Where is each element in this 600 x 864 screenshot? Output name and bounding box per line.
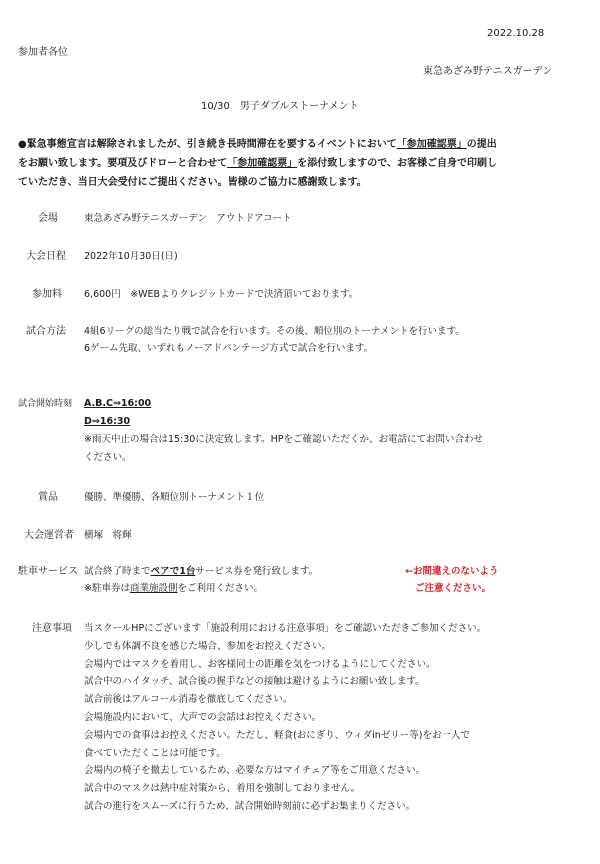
parking-text: 試合終了時まで <box>84 566 151 577</box>
note-item: 会場施設内において、大声での会話はお控えください。 <box>84 711 322 723</box>
notice-line-2 <box>18 154 578 173</box>
parking-text: をご利用ください。 <box>177 583 263 594</box>
document-date: 2022.10.28 <box>487 28 545 39</box>
addressee: 参加者各位 <box>18 47 68 58</box>
venue-label: 会場 <box>38 213 58 224</box>
notice-text: の提出 <box>466 139 497 150</box>
start-time-value <box>84 395 483 467</box>
organizer-name: 東急あざみ野テニスガーデン <box>423 66 553 77</box>
rain-note: ※雨天中止の場合は15:30に決定致します。HPをご確認いただくか、お電話にてお問い合わせ <box>84 434 483 445</box>
confirmation-form-name: 「参加確認票」 <box>396 139 467 150</box>
notice-line-1 <box>18 135 578 154</box>
note-item: 試合前後はアルコール消毒を徹底してください。 <box>84 694 293 706</box>
parking-value <box>84 563 318 597</box>
prize-label: 賞品 <box>38 492 58 503</box>
format-line: 4組6リーグの総当たり戦で試合を行います。その後、順位別のトーナメントを行います。 <box>84 326 465 337</box>
start-time-label: 試合開始時刻 <box>18 399 73 409</box>
note-item: 食べていただくことは可能です。 <box>84 747 226 759</box>
format-line: 6ゲーム先取、いずれもノーアドバンテージ方式で試合を行います。 <box>84 343 374 354</box>
notice-text: ●緊急事態宣言は解除されましたが、引き続き長時間滞在を要するイベントにおいて <box>18 139 397 150</box>
event-date-label: 大会日程 <box>26 251 66 262</box>
note-item: 当スクールHPにございます「施設利用における注意事項」をご確認いただきご参加ください。 <box>84 623 487 634</box>
format-value <box>84 323 465 357</box>
parking-emphasis: ペアで1台 <box>150 566 196 577</box>
parking-text: サービス券を発行致します。 <box>195 566 319 577</box>
parking-line-1 <box>84 563 318 580</box>
note-item: 試合中のハイタッチ、試合後の握手などの接触は避けるようにお願い致します。 <box>84 676 425 688</box>
note-item: 試合の進行をスムーズに行うため、試合開始時刻前に必ずお集まりください。 <box>84 800 416 812</box>
notice-text: を添付致しますので、お客様ご自身で印刷し <box>297 158 498 169</box>
notes-label: 注意事項 <box>32 623 72 634</box>
notice-text: をお願い致します。要項及びドローと合わせて <box>18 158 228 169</box>
parking-warning <box>405 563 498 597</box>
start-time-abc: A.B.C⇒16:00 <box>84 398 152 409</box>
fee-label: 参加料 <box>32 289 62 300</box>
manager-label: 大会運営者 <box>24 530 74 541</box>
format-label: 試合方法 <box>26 326 66 337</box>
prize-value: 優勝、準優勝、各順位別トーナメント１位 <box>84 492 265 503</box>
note-item: 会場内の椅子を撤去しているため、必要な方はマイチェア等をご用意ください。 <box>84 765 426 777</box>
rain-note: ください。 <box>84 452 132 463</box>
parking-line-2 <box>84 580 318 597</box>
venue-value: 東急あざみ野テニスガーデン アウトドアコート <box>84 213 292 224</box>
confirmation-form-name: 「参加確認票」 <box>227 158 298 169</box>
parking-text: ※駐車券は <box>84 583 130 594</box>
note-item: 会場内ではマスクを着用し、お客様同士の距離を気をつけるようにしてください。 <box>84 658 436 670</box>
parking-warning-line: ←お間違えのないよう <box>405 566 499 577</box>
parking-label: 駐車サービス <box>18 566 78 577</box>
notice-line-3: ていただき、当日大会受付にご提出ください。皆様のご協力に感謝致します。 <box>18 177 367 188</box>
note-item: 試合中のマスクは熱中症対策から、着用を強制しておりません。 <box>84 783 361 795</box>
notice-paragraph <box>18 135 578 192</box>
notes-list <box>84 620 486 816</box>
start-time-d: D⇒16:30 <box>84 416 131 427</box>
parking-warning-line: ご注意ください。 <box>415 583 492 594</box>
document-title: 10/30 男子ダブルストーナメント <box>201 101 359 112</box>
manager-value: 横塚 将輝 <box>84 530 132 541</box>
note-item: 会場内での食事はお控えください。ただし、軽食(おにぎり、ウィダinゼリー等)をお一人で <box>84 729 471 741</box>
event-date-value: 2022年10月30日(日) <box>84 251 178 262</box>
parking-emphasis: 商業施設側 <box>129 583 178 594</box>
fee-value: 6,600円 ※WEBよりクレジットカードで決済頂いております。 <box>84 289 359 300</box>
note-item: 少しでも体調不良を感じた場合、参加をお控えください。 <box>84 640 332 652</box>
